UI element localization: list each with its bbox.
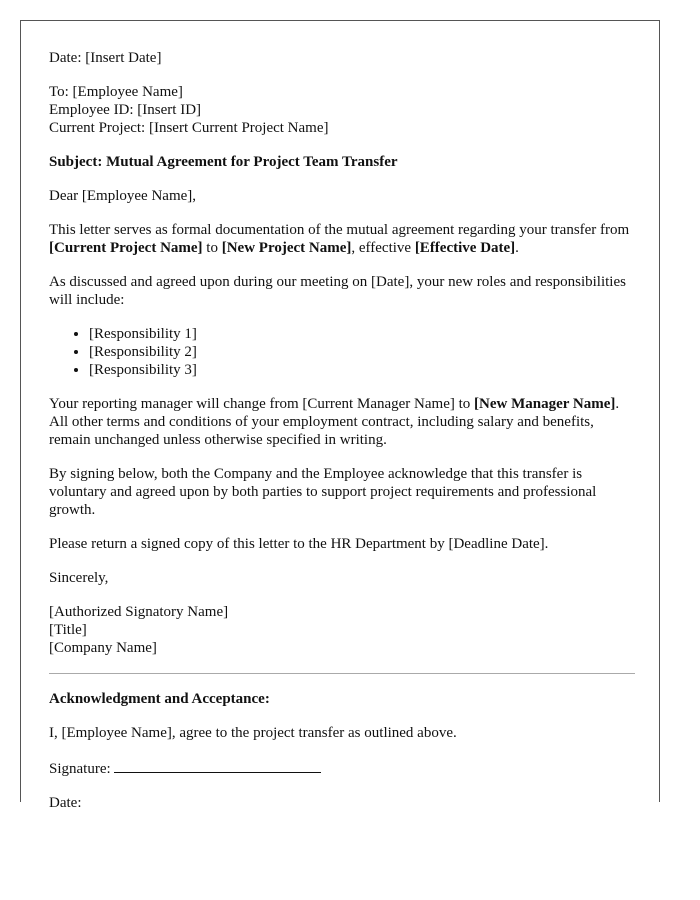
signature-line[interactable] [114,758,321,773]
transfer-text-3: , effective [351,240,415,256]
acknowledge-paragraph: By signing below, both the Company and the Employee acknowledge that this transfer is voluntary and agreed upon by both parties to support project requirements and professional growth. [49,466,597,518]
subject-line: Subject: Mutual Agreement for Project Team Transfer [49,154,398,170]
acknowledgment-statement: I, [Employee Name], agree to the project transfer as outlined above. [49,725,457,741]
new-project-name: [New Project Name] [221,240,352,256]
signature-label: Signature: [49,761,111,777]
list-item: • [Responsibility 3] [89,361,635,379]
roles-paragraph: As discussed and agreed upon during our meeting on [Date], your new roles and responsibilities will include: [49,274,626,308]
recipient-block [49,83,635,137]
transfer-paragraph [49,221,635,257]
signatory-name: [Authorized Signatory Name] [49,604,229,620]
date-line: Date: [Insert Date] [49,50,162,66]
list-item: • [Responsibility 2] [89,343,635,361]
manager-paragraph [49,395,635,449]
date-label: Date: [49,795,82,811]
current-project-name: [Current Project Name] [49,240,203,256]
recipient-current-project: Current Project: [Insert Current Project Name] [49,120,329,136]
recipient-employee-id: Employee ID: [Insert ID] [49,102,202,118]
manager-text-2: . All other terms and conditions of your employment contract, including salary and benefits, remain unchanged unless otherwise specified in writing. [49,396,620,448]
manager-text-1: Your reporting manager will change from [Current Manager Name] to [49,396,475,412]
signatory-company: [Company Name] [49,640,157,656]
salutation: Dear [Employee Name], [49,188,197,204]
acknowledgment-heading: Acknowledgment and Acceptance: [49,691,270,707]
recipient-to: To: [Employee Name] [49,84,183,100]
date-row [49,794,635,812]
transfer-text-4: . [515,240,519,256]
signatory-title: [Title] [49,622,87,638]
letter-page [20,20,660,811]
signatory-block [49,603,635,657]
section-divider [49,673,635,674]
new-manager-name: [New Manager Name] [474,396,616,412]
closing: Sincerely, [49,570,109,586]
list-item: • [Responsibility 1] [89,325,635,343]
responsibilities-list [49,325,635,379]
transfer-text-1: This letter serves as formal documentation of the mutual agreement regarding your transfer from [49,222,630,238]
return-paragraph: Please return a signed copy of this letter to the HR Department by [Deadline Date]. [49,536,549,552]
effective-date: [Effective Date] [414,240,516,256]
letter-content [49,49,635,828]
transfer-text-2: to [202,240,222,256]
signature-row [49,758,635,778]
